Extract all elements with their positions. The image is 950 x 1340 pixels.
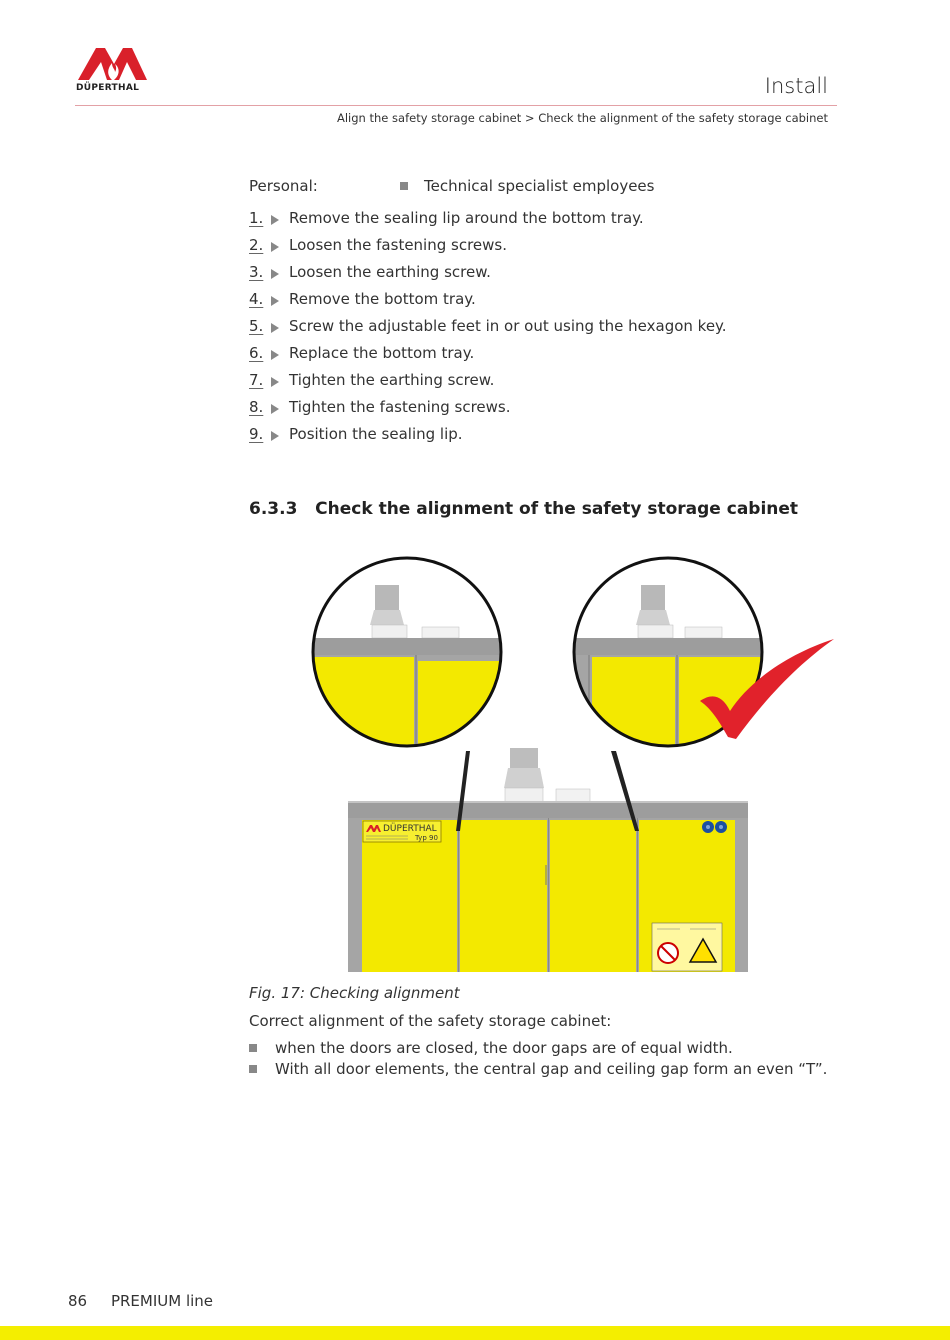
cabinet-label-brand: DÜPERTHAL <box>383 824 437 834</box>
header-divider <box>75 105 837 106</box>
play-arrow-icon <box>271 431 279 441</box>
play-arrow-icon <box>271 323 279 333</box>
step-number: 9. <box>249 425 264 443</box>
play-arrow-icon <box>271 296 279 306</box>
step-text: Remove the bottom tray. <box>289 290 476 308</box>
bullet-text: With all door elements, the central gap and ceiling gap form an even “T”. <box>275 1060 828 1078</box>
step-number: 4. <box>249 290 264 308</box>
step-text: Screw the adjustable feet in or out using the hexagon key. <box>289 317 727 335</box>
cabinet-drawing <box>348 748 748 972</box>
step-text: Tighten the fastening screws. <box>289 398 511 416</box>
step-item <box>249 290 476 312</box>
figure-caption: Fig. 17: Checking alignment <box>249 984 460 1002</box>
step-text: Loosen the earthing screw. <box>289 263 491 281</box>
step-text: Remove the sealing lip around the bottom tray. <box>289 209 644 227</box>
play-arrow-icon <box>271 377 279 387</box>
step-number: 6. <box>249 344 264 362</box>
step-text: Loosen the fastening screws. <box>289 236 507 254</box>
square-bullet-icon <box>249 1044 257 1052</box>
step-item <box>249 398 511 420</box>
step-item <box>249 371 494 393</box>
square-bullet-icon <box>400 182 408 190</box>
description: Correct alignment of the safety storage cabinet: <box>249 1012 612 1030</box>
list-item <box>249 1039 733 1057</box>
step-item <box>249 344 474 366</box>
play-arrow-icon <box>271 350 279 360</box>
step-text: Tighten the earthing screw. <box>289 371 495 389</box>
footer-color-bar <box>0 1326 950 1340</box>
product-name: PREMIUM line <box>110 1292 214 1310</box>
page-number: 86 <box>68 1292 88 1310</box>
step-number: 3. <box>249 263 264 281</box>
step-text: Position the sealing lip. <box>289 425 463 443</box>
step-item <box>249 425 463 447</box>
personal-value <box>400 177 654 195</box>
step-item <box>249 236 507 258</box>
breadcrumb: Align the safety storage cabinet > Check the alignment of the safety storage cabinet <box>337 111 828 125</box>
personal-label: Personal: <box>249 177 318 195</box>
square-bullet-icon <box>249 1065 257 1073</box>
bullet-text: when the doors are closed, the door gaps are of equal width. <box>275 1039 733 1057</box>
step-number: 7. <box>249 371 264 389</box>
step-number: 1. <box>249 209 264 227</box>
section-heading: 6.3.3 Check the alignment of the safety storage cabinet <box>249 499 799 519</box>
alignment-figure <box>300 555 840 975</box>
step-number: 2. <box>249 236 264 254</box>
magnifier-aligned <box>560 558 780 767</box>
step-number: 8. <box>249 398 264 416</box>
step-item <box>249 317 727 339</box>
play-arrow-icon <box>271 242 279 252</box>
list-item <box>249 1060 827 1078</box>
brand-name: DÜPERTHAL <box>76 83 140 93</box>
personal-value-text: Technical specialist employees <box>424 177 655 195</box>
play-arrow-icon <box>271 269 279 279</box>
step-item <box>249 263 491 285</box>
cabinet-label-type: Typ 90 <box>415 834 438 842</box>
page-footer <box>68 1292 213 1310</box>
magnifier-misaligned <box>300 558 520 771</box>
step-item <box>249 209 644 231</box>
section-title: Install <box>764 74 828 98</box>
play-arrow-icon <box>271 404 279 414</box>
step-text: Replace the bottom tray. <box>289 344 475 362</box>
play-arrow-icon <box>271 215 279 225</box>
step-number: 5. <box>249 317 264 335</box>
